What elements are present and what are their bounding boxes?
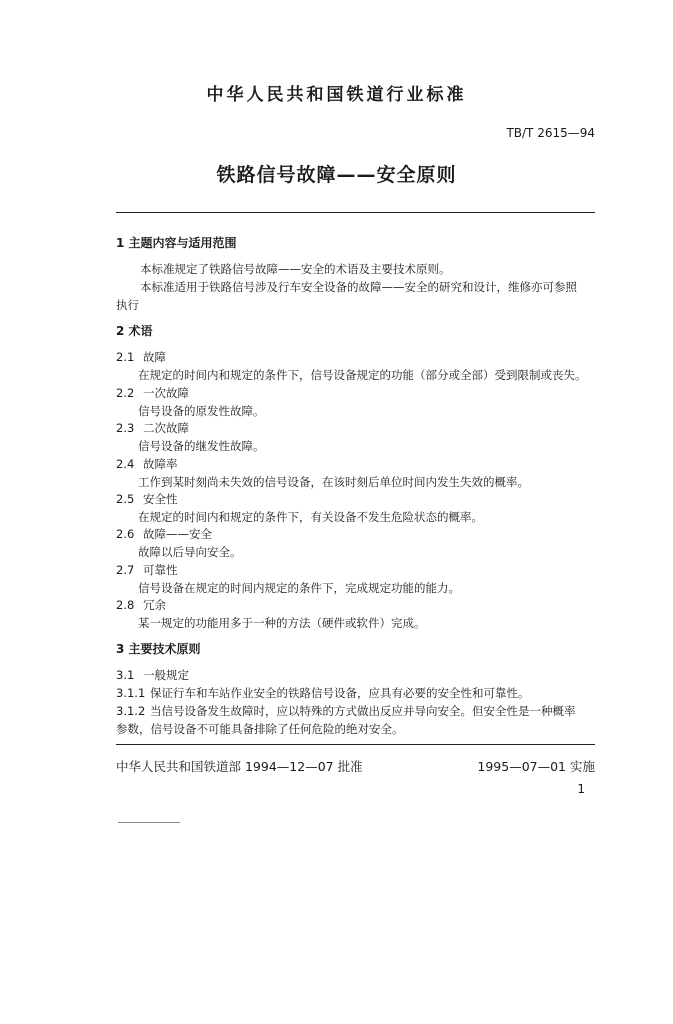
org-title: 中华人民共和国铁道行业标准 bbox=[206, 85, 467, 105]
term-definition: 故障以后导向安全。 bbox=[138, 545, 242, 559]
term-definition: 某一规定的功能用多于一种的方法（硬件或软件）完成。 bbox=[138, 616, 426, 630]
term-item bbox=[116, 421, 595, 435]
term-name: 故障——安全 bbox=[143, 527, 212, 541]
clause-number: 3.1.1 bbox=[116, 686, 146, 700]
subsection-heading bbox=[116, 668, 595, 682]
term-definition: 信号设备在规定的时间内规定的条件下，完成规定功能的能力。 bbox=[138, 581, 460, 595]
term-definition: 在规定的时间内和规定的条件下，有关设备不发生危险状态的概率。 bbox=[138, 510, 483, 524]
term-definition: 信号设备的继发性故障。 bbox=[138, 439, 265, 453]
paragraph: 本标准适用于铁路信号涉及行车安全设备的故障——安全的研究和设计，维修亦可参照 bbox=[140, 280, 577, 294]
effective-date: 1995—07—01 实施 bbox=[477, 759, 595, 774]
section-3-heading: 3 主要技术原则 bbox=[116, 642, 201, 656]
term-name: 安全性 bbox=[143, 492, 178, 506]
footnote-rule bbox=[118, 822, 180, 823]
term-number: 2.8 bbox=[116, 598, 135, 612]
page-number: 1 bbox=[577, 782, 585, 796]
clause-text: 当信号设备发生故障时，应以特殊的方式做出反应并导向安全。但安全性是一种概率 bbox=[150, 704, 576, 718]
section-2-heading: 2 术语 bbox=[116, 324, 153, 338]
term-item bbox=[116, 598, 595, 612]
term-name: 故障率 bbox=[143, 457, 178, 471]
term-name: 可靠性 bbox=[143, 563, 178, 577]
document-title: 铁路信号故障——安全原则 bbox=[216, 164, 457, 186]
term-number: 2.2 bbox=[116, 386, 135, 400]
top-divider bbox=[116, 212, 595, 213]
clause-continuation: 参数，信号设备不可能具备排除了任何危险的绝对安全。 bbox=[116, 722, 404, 736]
term-name: 冗余 bbox=[143, 598, 166, 612]
subsection-number: 3.1 bbox=[116, 668, 135, 682]
term-item bbox=[116, 350, 595, 364]
term-number: 2.6 bbox=[116, 527, 135, 541]
paragraph: 本标准规定了铁路信号故障——安全的术语及主要技术原则。 bbox=[140, 262, 451, 276]
term-name: 故障 bbox=[143, 350, 166, 364]
standard-number: TB/T 2615—94 bbox=[506, 126, 595, 140]
term-definition: 在规定的时间内和规定的条件下，信号设备规定的功能（部分或全部）受到限制或丧失。 bbox=[138, 368, 587, 382]
term-number: 2.1 bbox=[116, 350, 135, 364]
clause-number: 3.1.2 bbox=[116, 704, 146, 718]
term-item bbox=[116, 386, 595, 400]
section-1-heading: 1 主题内容与适用范围 bbox=[116, 236, 237, 250]
term-number: 2.4 bbox=[116, 457, 135, 471]
approval-line: 中华人民共和国铁道部 1994—12—07 批准 bbox=[116, 759, 363, 774]
term-name: 二次故障 bbox=[143, 421, 189, 435]
term-definition: 信号设备的原发性故障。 bbox=[138, 404, 265, 418]
term-item bbox=[116, 527, 595, 541]
subsection-title: 一般规定 bbox=[143, 668, 189, 682]
term-item bbox=[116, 492, 595, 506]
paragraph-continuation: 执行 bbox=[116, 298, 139, 312]
term-number: 2.7 bbox=[116, 563, 135, 577]
term-item bbox=[116, 563, 595, 577]
clause bbox=[116, 704, 595, 718]
term-name: 一次故障 bbox=[143, 386, 189, 400]
bottom-divider bbox=[116, 744, 595, 745]
term-item bbox=[116, 457, 595, 471]
term-number: 2.5 bbox=[116, 492, 135, 506]
term-definition: 工作到某时刻尚未失效的信号设备，在该时刻后单位时间内发生失效的概率。 bbox=[138, 475, 529, 489]
clause-text: 保证行车和车站作业安全的铁路信号设备，应具有必要的安全性和可靠性。 bbox=[150, 686, 530, 700]
clause bbox=[116, 686, 595, 700]
term-number: 2.3 bbox=[116, 421, 135, 435]
